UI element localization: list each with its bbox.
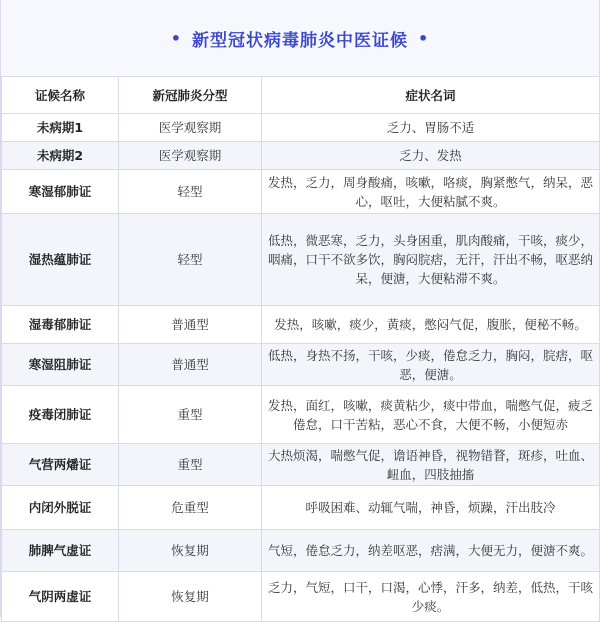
table-row — [2, 170, 600, 214]
syndrome-name: 寒湿阻肺证 — [2, 344, 119, 386]
syndrome-name: 寒湿郁肺证 — [2, 170, 119, 214]
syndrome-name: 内闭外脱证 — [2, 486, 119, 530]
table-row — [2, 444, 600, 486]
covid-type: 医学观察期 — [119, 114, 262, 142]
table-row — [2, 114, 600, 142]
covid-type: 重型 — [119, 444, 262, 486]
syndrome-name: 未病期2 — [2, 142, 119, 170]
symptoms: 气短，倦怠乏力，纳差呕恶，痞满，大便无力，便溏不爽。 — [262, 530, 600, 572]
covid-type: 普通型 — [119, 306, 262, 344]
table-row — [2, 572, 600, 622]
covid-type: 恢复期 — [119, 530, 262, 572]
covid-type: 医学观察期 — [119, 142, 262, 170]
covid-type: 恢复期 — [119, 572, 262, 622]
table-row — [2, 530, 600, 572]
table-row — [2, 344, 600, 386]
syndrome-table — [1, 76, 600, 622]
title-text: 新型冠状病毒肺炎中医证候 — [192, 30, 408, 51]
symptoms: 大热烦渴，喘憋气促，谵语神昏，视物错瞀，斑疹，吐血、衄血，四肢抽搐 — [262, 444, 600, 486]
symptoms: 乏力，气短，口干，口渴，心悸，汗多，纳差，低热，干咳少痰。 — [262, 572, 600, 622]
syndrome-name: 疫毒闭肺证 — [2, 386, 119, 444]
header-syndrome-name: 证候名称 — [2, 77, 119, 114]
covid-type: 重型 — [119, 386, 262, 444]
header-symptoms: 症状名词 — [262, 77, 600, 114]
title-dot-right: • — [418, 28, 430, 48]
table-row — [2, 386, 600, 444]
table-row — [2, 142, 600, 170]
covid-type: 普通型 — [119, 344, 262, 386]
covid-type: 轻型 — [119, 170, 262, 214]
syndrome-name: 湿热蕴肺证 — [2, 214, 119, 306]
syndrome-name: 气营两燔证 — [2, 444, 119, 486]
syndrome-name: 气阴两虚证 — [2, 572, 119, 622]
symptoms: 低热，微恶寒，乏力，头身困重，肌肉酸痛，干咳，痰少，咽痛，口干不欲多饮，胸闷脘痞，无汗，汗出不畅，呕恶纳呆，便溏，大便粘滞不爽。 — [262, 214, 600, 306]
symptoms: 发热，咳嗽，痰少，黄痰，憋闷气促，腹胀，便秘不畅。 — [262, 306, 600, 344]
symptoms: 呼吸困难、动辄气喘，神昏，烦躁，汗出肢冷 — [262, 486, 600, 530]
header-covid-type: 新冠肺炎分型 — [119, 77, 262, 114]
syndrome-name: 未病期1 — [2, 114, 119, 142]
table-row — [2, 486, 600, 530]
syndrome-name: 肺脾气虚证 — [2, 530, 119, 572]
symptoms: 乏力、发热 — [262, 142, 600, 170]
symptoms: 发热，乏力，周身酸痛，咳嗽，咯痰，胸紧憋气，纳呆，恶心，呕吐，大便粘腻不爽。 — [262, 170, 600, 214]
syndrome-name: 湿毒郁肺证 — [2, 306, 119, 344]
page-title — [1, 0, 599, 76]
table-header-row — [2, 77, 600, 114]
symptoms: 发热，面红，咳嗽，痰黄粘少，痰中带血，喘憋气促，疲乏倦怠，口干苦粘，恶心不食，大便不畅，小便短赤 — [262, 386, 600, 444]
symptoms: 乏力、胃肠不适 — [262, 114, 600, 142]
table-row — [2, 306, 600, 344]
covid-type: 轻型 — [119, 214, 262, 306]
covid-type: 危重型 — [119, 486, 262, 530]
symptoms: 低热，身热不扬，干咳，少痰，倦怠乏力，胸闷，脘痞，呕恶，便溏。 — [262, 344, 600, 386]
table-row — [2, 214, 600, 306]
title-dot-left: • — [170, 28, 182, 48]
